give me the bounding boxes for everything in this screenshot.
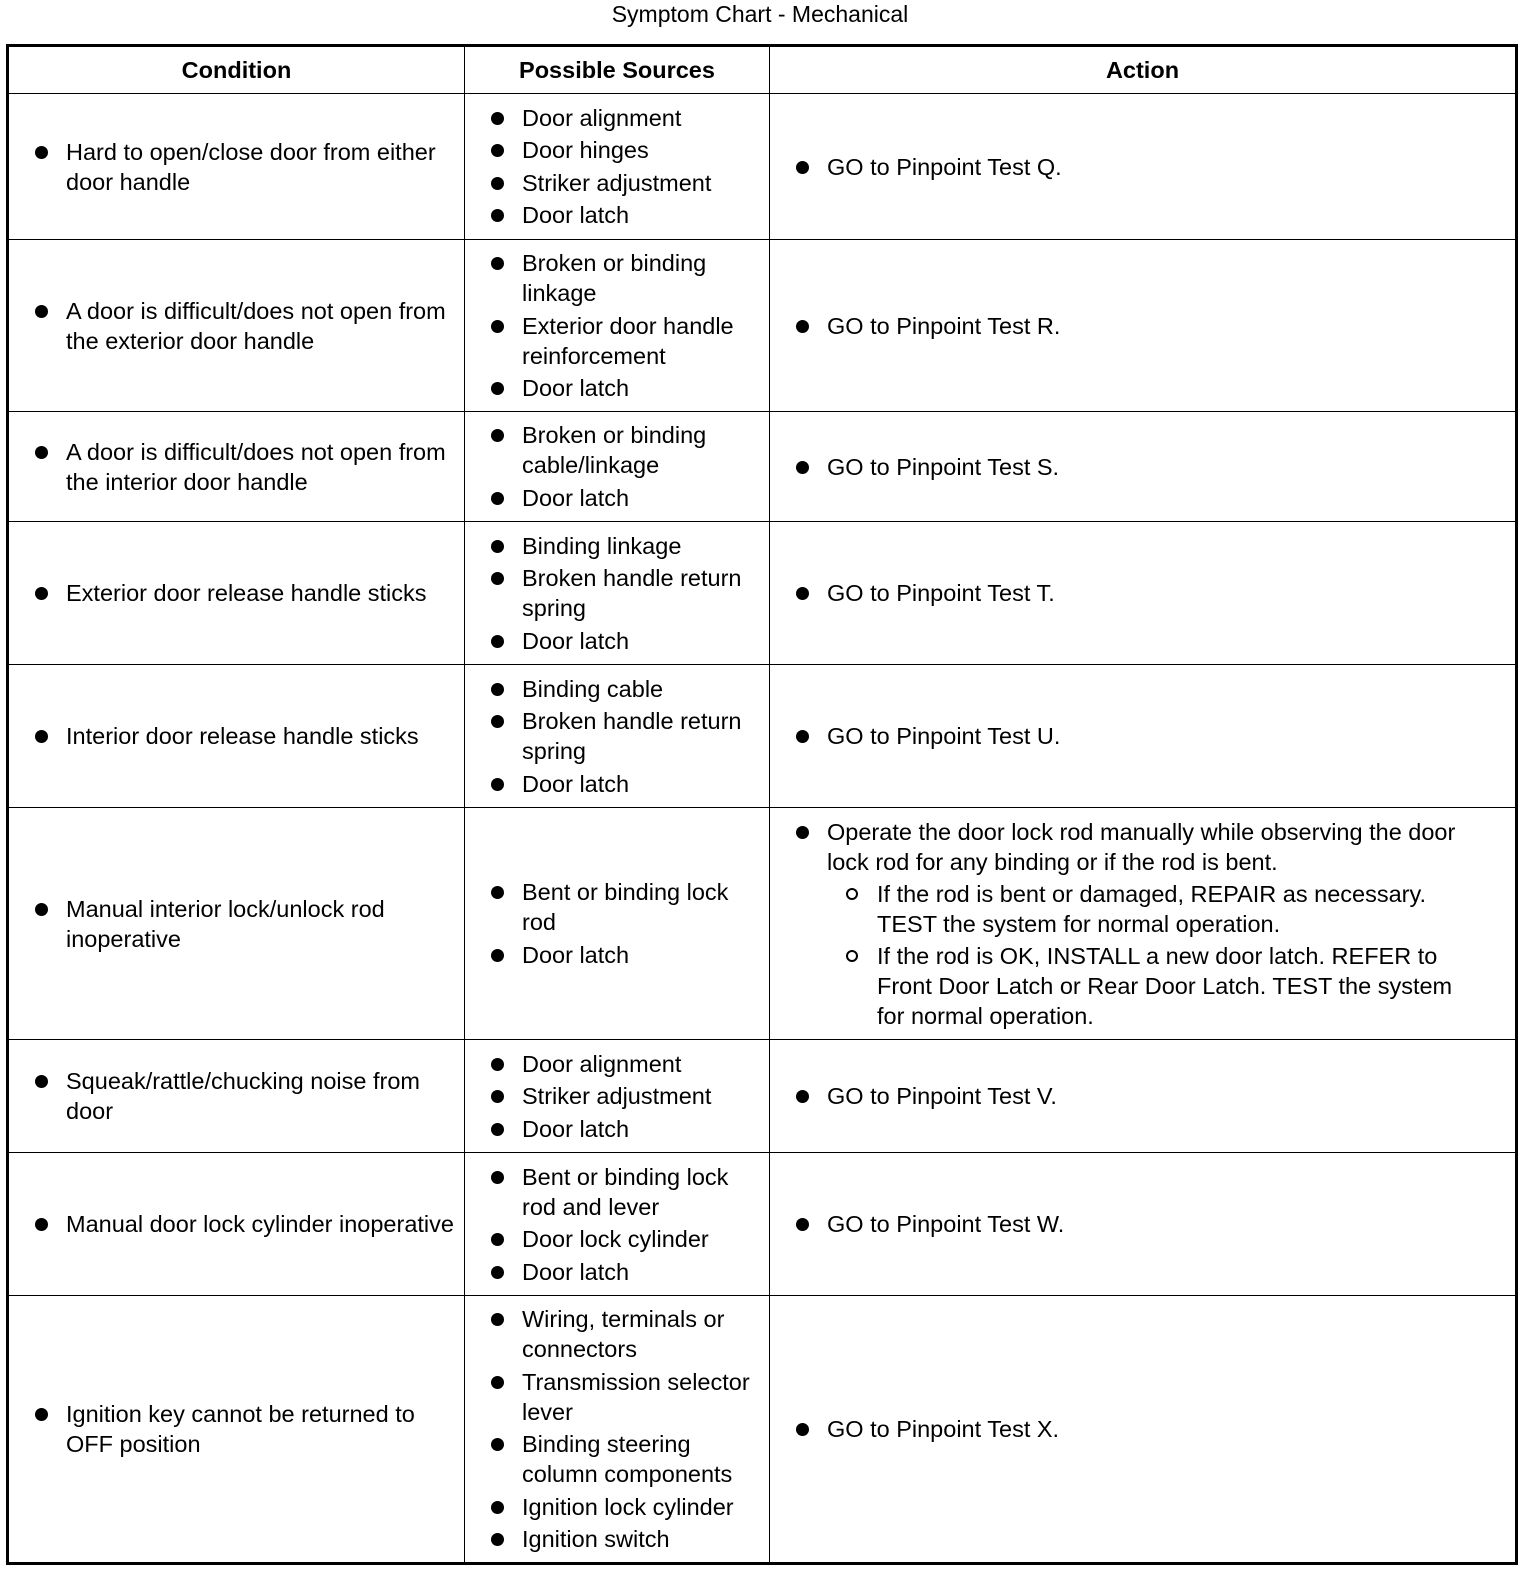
action-cell bbox=[770, 665, 1517, 808]
condition-text: Interior door release handle sticks bbox=[9, 721, 464, 751]
action-text: GO to Pinpoint Test S. bbox=[827, 453, 1060, 480]
possible-sources-cell bbox=[465, 1296, 770, 1564]
source-item: Binding cable bbox=[465, 674, 769, 704]
source-item: Exterior door handle reinforcement bbox=[465, 311, 769, 371]
action-item bbox=[770, 452, 1515, 482]
action-item bbox=[770, 817, 1515, 1031]
source-item: Door latch bbox=[465, 200, 769, 230]
table-row bbox=[8, 1153, 1517, 1296]
possible-sources-cell bbox=[465, 522, 770, 665]
source-item: Door latch bbox=[465, 373, 769, 403]
possible-sources-cell bbox=[465, 1153, 770, 1296]
table-header-row bbox=[8, 46, 1517, 94]
condition-text: Manual interior lock/unlock rod inoperative bbox=[9, 894, 464, 954]
source-item: Striker adjustment bbox=[465, 1081, 769, 1111]
condition-text: Manual door lock cylinder inoperative bbox=[9, 1209, 464, 1239]
action-item bbox=[770, 1209, 1515, 1239]
condition-text: A door is difficult/does not open from the interior door handle bbox=[9, 437, 464, 497]
condition-cell bbox=[8, 1296, 465, 1564]
condition-text: Squeak/rattle/chucking noise from door bbox=[9, 1066, 464, 1126]
table-row bbox=[8, 1040, 1517, 1153]
condition-cell bbox=[8, 665, 465, 808]
source-item: Ignition lock cylinder bbox=[465, 1492, 769, 1522]
condition-text: Hard to open/close door from either door handle bbox=[9, 137, 464, 197]
action-item bbox=[770, 721, 1515, 751]
action-text: Operate the door lock rod manually while observing the door lock rod for any binding or if the rod is bent. bbox=[827, 818, 1456, 875]
source-item: Broken handle return spring bbox=[465, 563, 769, 623]
source-item: Door latch bbox=[465, 1114, 769, 1144]
table-row bbox=[8, 1296, 1517, 1564]
table-row bbox=[8, 240, 1517, 412]
possible-sources-cell bbox=[465, 94, 770, 240]
table-row bbox=[8, 665, 1517, 808]
condition-cell bbox=[8, 240, 465, 412]
action-text: GO to Pinpoint Test U. bbox=[827, 723, 1061, 749]
action-text: GO to Pinpoint Test R. bbox=[827, 312, 1061, 339]
condition-cell bbox=[8, 808, 465, 1040]
source-item: Door latch bbox=[465, 1257, 769, 1287]
action-sublist bbox=[827, 879, 1485, 1031]
source-item: Door alignment bbox=[465, 103, 769, 133]
condition-cell bbox=[8, 1153, 465, 1296]
source-item: Broken handle return spring bbox=[465, 706, 769, 766]
source-item: Binding linkage bbox=[465, 531, 769, 561]
possible-sources-cell bbox=[465, 412, 770, 522]
possible-sources-cell bbox=[465, 1040, 770, 1153]
action-text: GO to Pinpoint Test T. bbox=[827, 580, 1055, 606]
chart-title: Symptom Chart - Mechanical bbox=[611, 1, 909, 27]
condition-cell bbox=[8, 94, 465, 240]
table-row bbox=[8, 412, 1517, 522]
action-cell bbox=[770, 412, 1517, 522]
table-row bbox=[8, 522, 1517, 665]
column-header-possible-sources: Possible Sources bbox=[465, 46, 770, 94]
source-item: Door alignment bbox=[465, 1049, 769, 1079]
possible-sources-cell bbox=[465, 808, 770, 1040]
source-item: Wiring, terminals or connectors bbox=[465, 1304, 769, 1364]
action-cell bbox=[770, 94, 1517, 240]
action-item bbox=[770, 152, 1515, 182]
action-text: GO to Pinpoint Test X. bbox=[827, 1416, 1060, 1442]
sub-action-item: If the rod is OK, INSTALL a new door latch. REFER to Front Door Latch or Rear Door Latch. TEST the system for normal operation. bbox=[827, 941, 1485, 1031]
action-cell bbox=[770, 1296, 1517, 1564]
source-item: Broken or binding cable/linkage bbox=[465, 420, 769, 480]
source-item: Binding steering column components bbox=[465, 1429, 769, 1489]
column-header-condition: Condition bbox=[8, 46, 465, 94]
symptom-table bbox=[6, 44, 1518, 1565]
source-item: Door hinges bbox=[465, 135, 769, 165]
action-cell bbox=[770, 1153, 1517, 1296]
source-item: Door latch bbox=[465, 769, 769, 799]
source-item: Broken or binding linkage bbox=[465, 248, 769, 308]
action-item bbox=[770, 311, 1515, 341]
action-text: GO to Pinpoint Test Q. bbox=[827, 153, 1062, 180]
source-item: Ignition switch bbox=[465, 1524, 769, 1554]
source-item: Bent or binding lock rod and lever bbox=[465, 1162, 769, 1222]
source-item: Door lock cylinder bbox=[465, 1224, 769, 1254]
condition-cell bbox=[8, 522, 465, 665]
action-cell bbox=[770, 808, 1517, 1040]
source-item: Transmission selector lever bbox=[465, 1367, 769, 1427]
action-cell bbox=[770, 1040, 1517, 1153]
column-header-action: Action bbox=[770, 46, 1517, 94]
action-cell bbox=[770, 240, 1517, 412]
source-item: Door latch bbox=[465, 483, 769, 513]
source-item: Door latch bbox=[465, 626, 769, 656]
condition-cell bbox=[8, 1040, 465, 1153]
possible-sources-cell bbox=[465, 240, 770, 412]
source-item: Door latch bbox=[465, 940, 769, 970]
source-item: Striker adjustment bbox=[465, 168, 769, 198]
action-item bbox=[770, 1081, 1515, 1111]
possible-sources-cell bbox=[465, 665, 770, 808]
action-item bbox=[770, 1414, 1515, 1444]
table-body bbox=[8, 94, 1517, 1564]
source-item: Bent or binding lock rod bbox=[465, 877, 769, 937]
table-row bbox=[8, 808, 1517, 1040]
sub-action-item: If the rod is bent or damaged, REPAIR as necessary. TEST the system for normal operation. bbox=[827, 879, 1485, 939]
action-item bbox=[770, 578, 1515, 608]
condition-text: A door is difficult/does not open from the exterior door handle bbox=[9, 296, 464, 356]
action-cell bbox=[770, 522, 1517, 665]
condition-text: Ignition key cannot be returned to OFF position bbox=[9, 1399, 464, 1459]
condition-cell bbox=[8, 412, 465, 522]
action-text: GO to Pinpoint Test V. bbox=[827, 1083, 1057, 1109]
action-text: GO to Pinpoint Test W. bbox=[827, 1211, 1065, 1237]
table-row bbox=[8, 94, 1517, 240]
condition-text: Exterior door release handle sticks bbox=[9, 578, 464, 608]
